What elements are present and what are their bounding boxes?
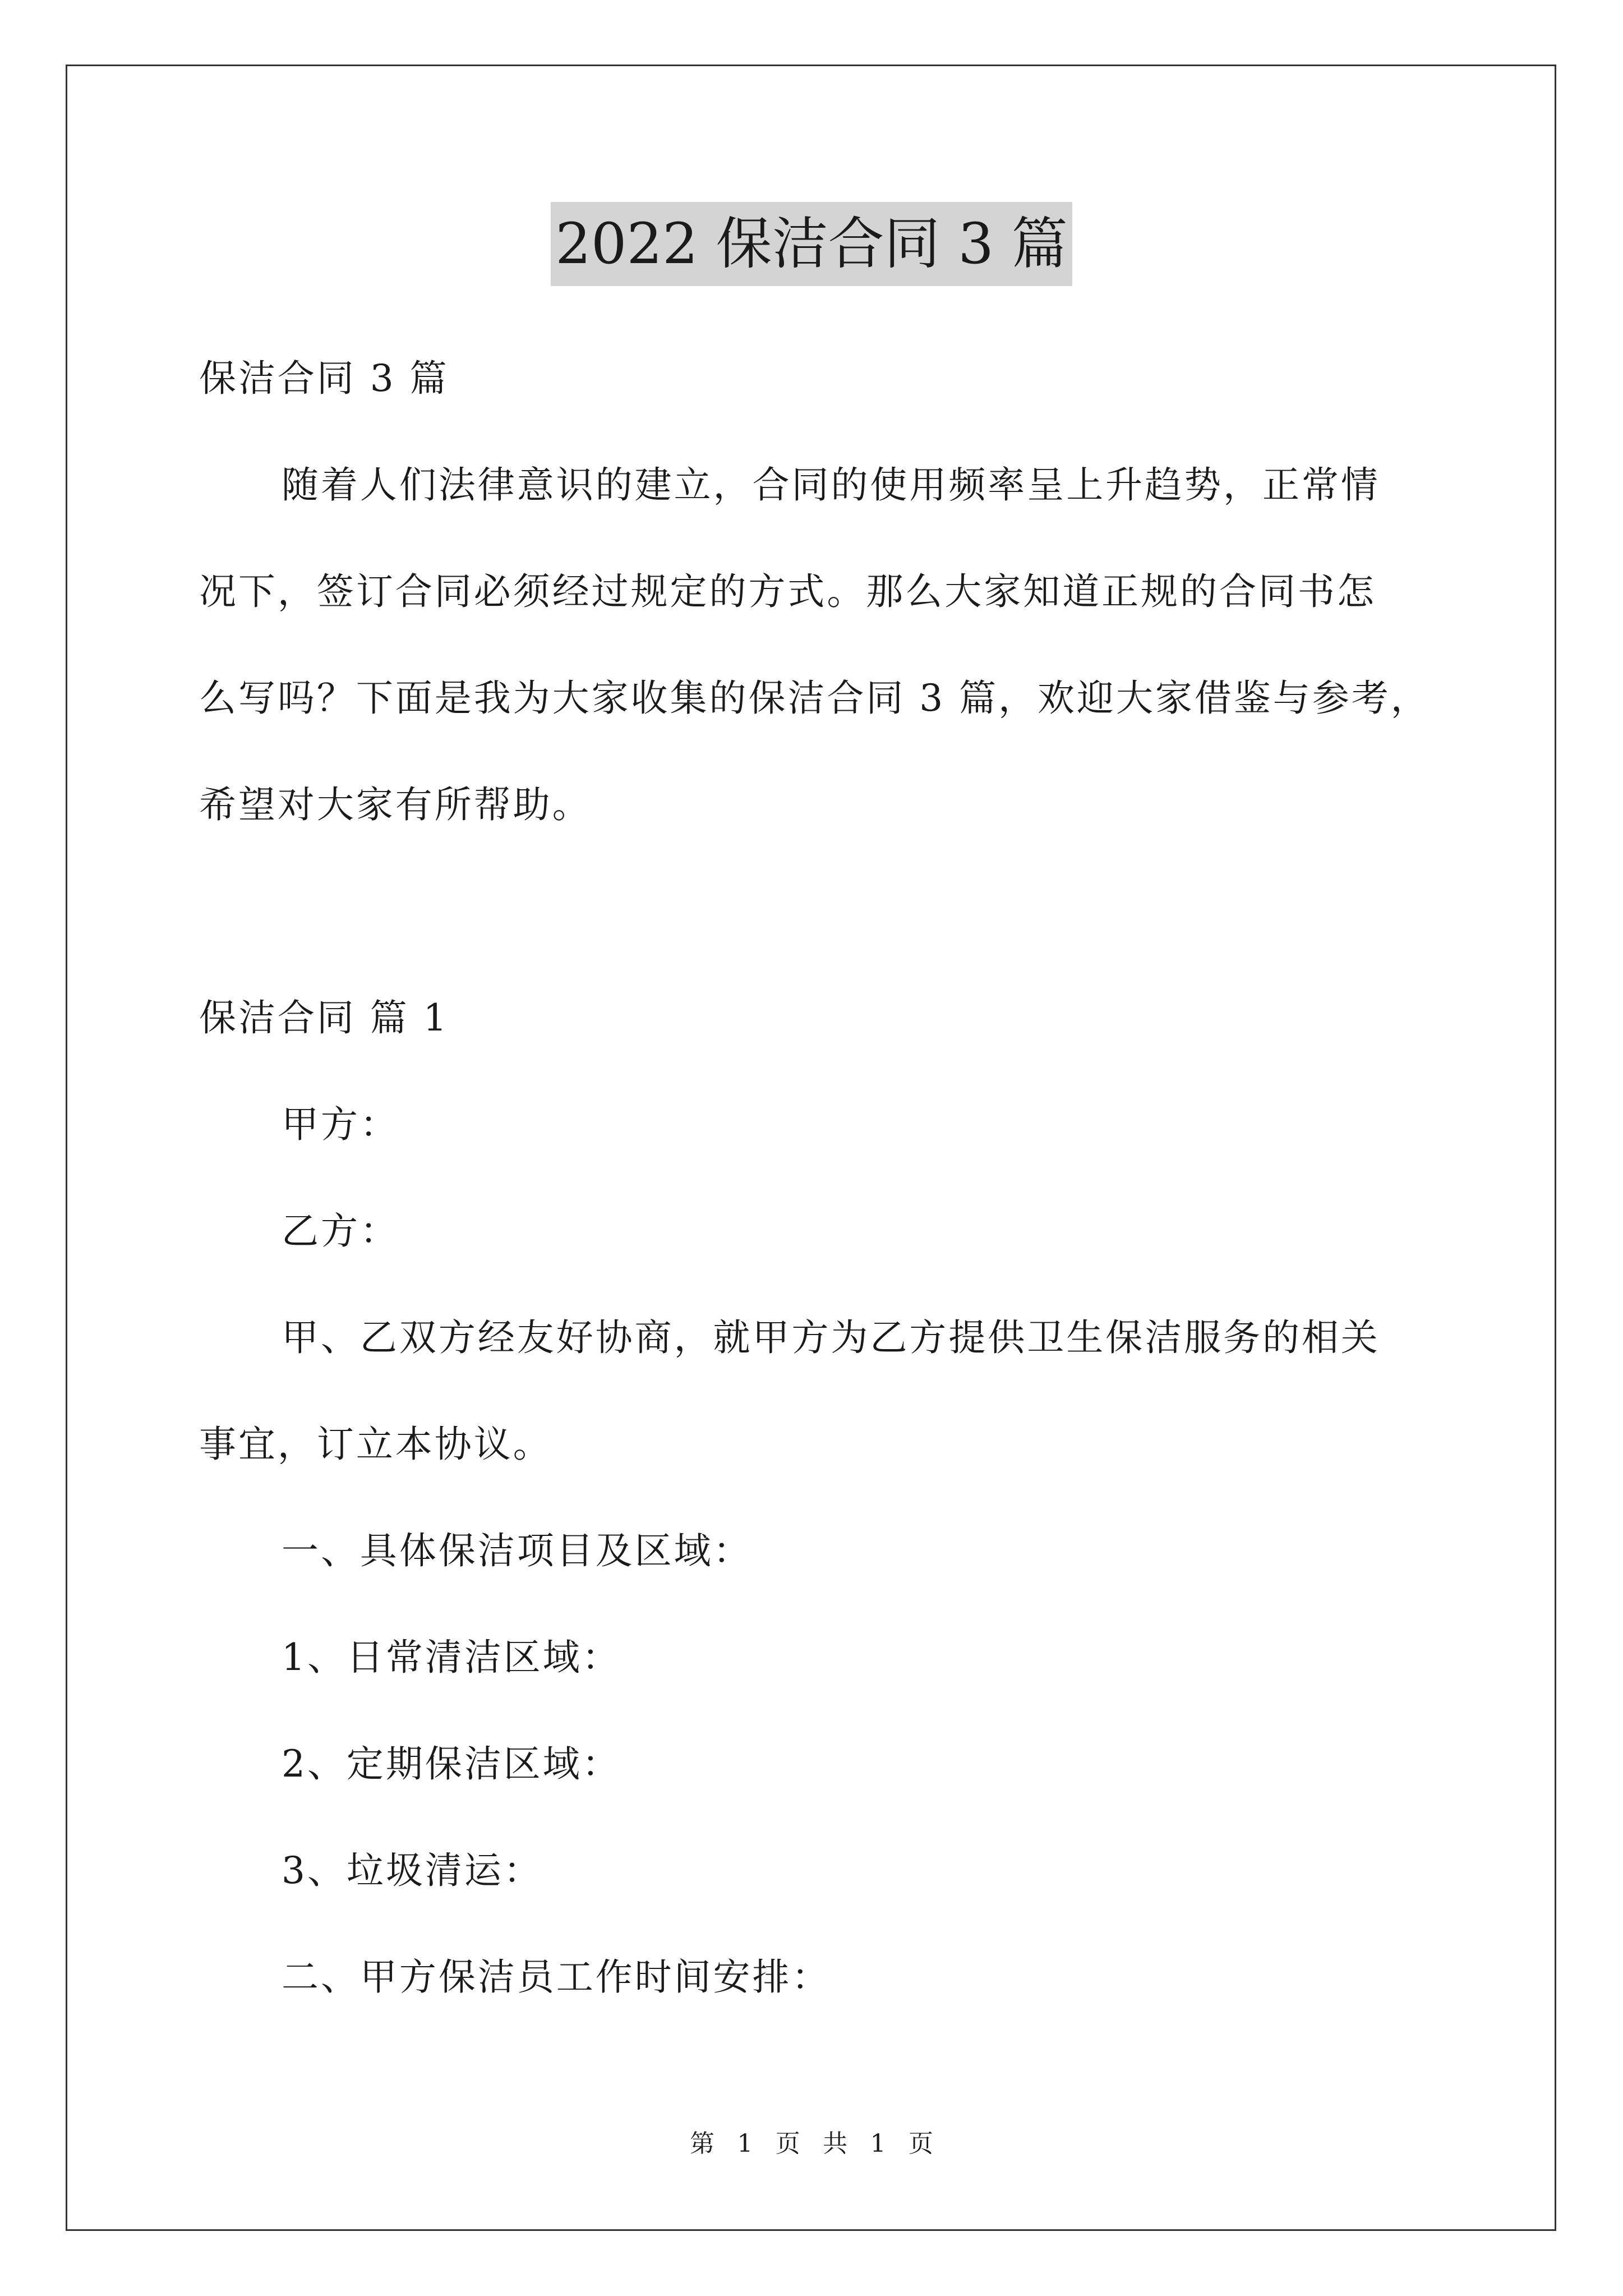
title-container: [0, 202, 1623, 286]
clause-item: 2、定期保洁区域：: [282, 1742, 621, 1786]
document-title: 2022 保洁合同 3 篇: [551, 202, 1072, 286]
paragraph-line: 么写吗？下面是我为大家收集的保洁合同 3 篇，欢迎大家借鉴与参考，: [199, 677, 1430, 720]
clause-heading: 一、具体保洁项目及区域：: [282, 1529, 753, 1572]
section-heading: 保洁合同 篇 1: [199, 996, 449, 1039]
clause-item: 3、垃圾清运：: [282, 1849, 543, 1892]
paragraph-line: 事宜，订立本协议。: [199, 1423, 552, 1466]
clause-heading: 二、甲方保洁员工作时间安排：: [282, 1955, 831, 1999]
clause-item: 1、日常清洁区域：: [282, 1636, 621, 1679]
paragraph-line: 随着人们法律意识的建立，合同的使用频率呈上升趋势，正常情: [282, 463, 1380, 507]
subtitle-line: 保洁合同 3 篇: [199, 357, 449, 400]
party-b-line: 乙方：: [282, 1209, 399, 1253]
paragraph-line: 况下，签订合同必须经过规定的方式。那么大家知道正规的合同书怎: [199, 570, 1376, 613]
paragraph-line: 甲、乙双方经友好协商，就甲方为乙方提供卫生保洁服务的相关: [282, 1316, 1380, 1359]
paragraph-line: 希望对大家有所帮助。: [199, 783, 592, 826]
party-a-line: 甲方：: [282, 1103, 399, 1146]
page-footer: 第 1 页 共 1 页: [690, 2129, 933, 2158]
